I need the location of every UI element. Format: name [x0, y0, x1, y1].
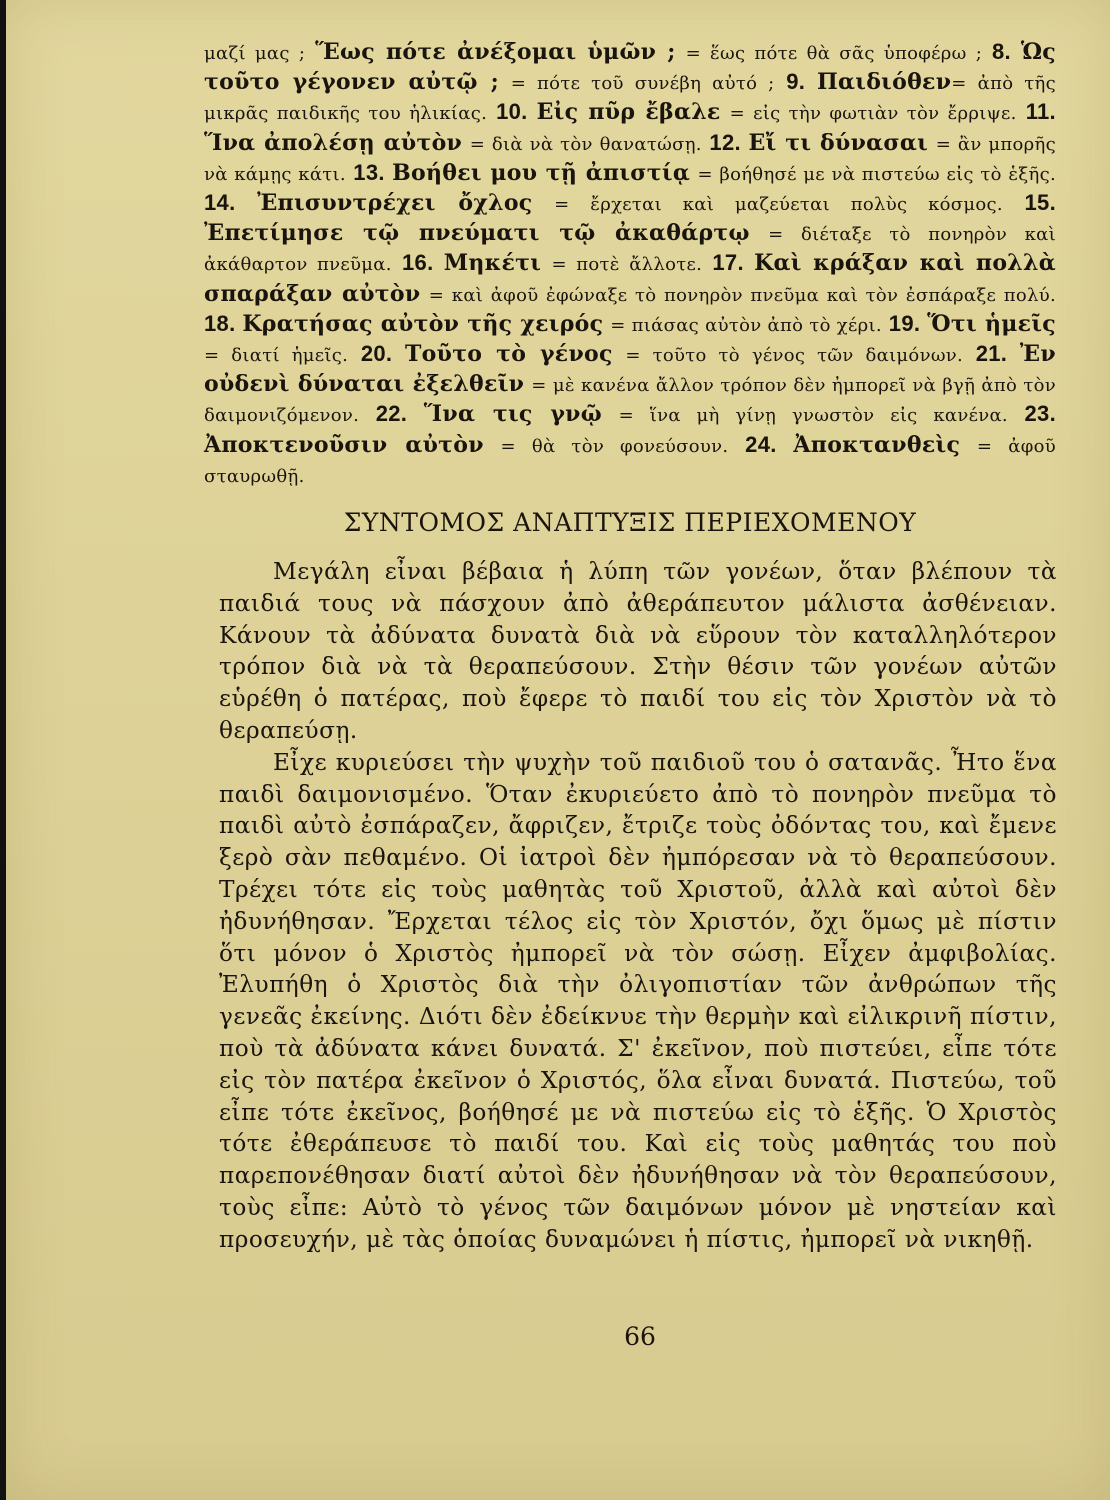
glossary-entry: 16. Μηκέτι = ποτὲ ἄλλοτε. [402, 250, 703, 277]
glossary-entry: 11. Ἵνα ἀπολέσῃ αὐτὸν = διὰ νὰ τὸν θανατώσῃ. [204, 99, 1056, 156]
paragraph: Μεγάλη εἶναι βέβαια ἡ λύπη τῶν γονέων, ὅταν βλέπουν τὰ παιδιά τους νὰ πάσχουν ἀπὸ ἀθεράπευτον μάλιστα ἀσθένειαν. Κάνουν τὰ ἀδύνατα δυνατὰ διὰ νὰ εὕρουν τὸν καταλληλότερον τρόπον διὰ νὰ τὰ θεραπεύσουν. Στὴν θέσιν τῶν γονέων αὐτῶν εὑρέθη ὁ πατέρας, ποὺ ἔφερε τὸ παιδί του εἰς τὸν Χριστὸν νὰ τὸ θεραπεύσῃ. [219, 558, 1057, 744]
body-text [219, 556, 1057, 1256]
glossary-entry: 10. Εἰς πῦρ ἔβαλε = εἰς τὴν φωτιὰν τὸν ἔρριψε. [496, 99, 1017, 126]
section-heading: ΣΥΝΤΟΜΟΣ ΑΝΑΠΤΥΞΙΣ ΠΕΡΙΕΧΟΜΕΝΟΥ [343, 508, 917, 537]
glossary-entry: 13. Βοήθει μου τῇ ἀπιστίᾳ = βοήθησέ με νὰ πιστεύω εἰς τὸ ἑξῆς. [353, 159, 1056, 186]
glossary-entry: 18. Κρατήσας αὐτὸν τῆς χειρός = πιάσας αὐτὸν ἀπὸ τὸ χέρι. [204, 310, 882, 337]
glossary-entry: 20. Τοῦτο τὸ γένος = τοῦτο τὸ γένος τῶν δαιμόνων. [360, 341, 964, 368]
glossary-entry: 9. Παιδιόθεν= ἀπὸ τῆς μικρᾶς παιδικῆς του ἡλικίας. [204, 69, 1056, 125]
glossary-entry: Ἕως πότε ἀνέξομαι ὑμῶν ; = ἕως πότε θὰ σᾶς ὑποφέρω ; [315, 39, 983, 65]
glossary-entry: 22. Ἵνα τις γνῷ = ἵνα μὴ γίνῃ γνωστὸν εἰς κανένα. [375, 401, 1008, 428]
glossary-entry: 24. Ἀποκτανθεὶς = ἀφοῦ σταυρωθῇ. [204, 431, 1056, 487]
glossary-entry: 17. Καὶ κράξαν καὶ πολλὰ σπαράξαν αὐτὸν = καὶ ἀφοῦ ἐφώναξε τὸ πονηρὸν πνεῦμα καὶ τὸν ἐσπάραξε πολύ. [204, 250, 1056, 307]
book-page [6, 0, 1110, 1500]
page-number: 66 [624, 1322, 656, 1351]
glossary-entry: 15. Ἐπετίμησε τῷ πνεύματι τῷ ἀκαθάρτῳ = διέταξε τὸ πονηρὸν καὶ ἀκάθαρτον πνεῦμα. [204, 190, 1056, 276]
glossary-entry: 19. Ὅτι ἡμεῖς = διατί ἡμεῖς. [204, 310, 1056, 367]
glossary-entry: 14. Ἐπισυντρέχει ὄχλος = ἔρχεται καὶ μαζεύεται πολὺς κόσμος. [204, 190, 1003, 217]
glossary-entry: μαζί μας ; [204, 43, 306, 64]
paragraph: Εἶχε κυριεύσει τὴν ψυχὴν τοῦ παιδιοῦ του ὁ σατανᾶς. Ἦτο ἕνα παιδὶ δαιμονισμένο. Ὅταν ἐκυριεύετο ἀπὸ τὸ πονηρὸν πνεῦμα τὸ παιδὶ αὐτὸ ἐσπάραζεν, ἄφριζεν, ἔτριζε τοὺς ὀδόντας του, καὶ ἔμενε ξερὸ σὰν πεθαμένο. Οἱ ἰατροὶ δὲν ἠμπόρεσαν νὰ τὸ θεραπεύσουν. Τρέχει τότε εἰς τοὺς μαθητὰς τοῦ Χριστοῦ, ἀλλὰ καὶ αὐτοὶ δὲν ἠδυνήθησαν. Ἔρχεται τέλος εἰς τὸν Χριστόν, ὄχι ὅμως μὲ πίστιν ὅτι μόνον ὁ Χριστὸς ἠμπορεῖ νὰ τὸν σώσῃ. Εἶχεν ἀμφιβολίας. Ἐλυπήθη ὁ Χριστὸς διὰ τὴν ὀλιγοπιστίαν τῶν ἀνθρώπων τῆς γενεᾶς ἐκείνης. Διότι δὲν ἐδείκνυε τὴν θερμὴν καὶ εἰλικρινῆ πίστιν, ποὺ τὰ ἀδύνατα κάνει δυνατά. Σ' ἐκεῖνον, ποὺ πιστεύει, εἶπε τότε εἰς τὸν πατέρα ἐκεῖνον ὁ Χριστός, ὅλα εἶναι δυνατά. Πιστεύω, τοῦ εἶπε τότε ἐκεῖνος, βοήθησέ με νὰ πιστεύω εἰς τὸ ἑξῆς. Ὁ Χριστὸς τότε ἐθεράπευσε τὸ παιδί του. Καὶ εἰς τοὺς μαθητάς του ποὺ παρεπονέθησαν διατί αὐτοὶ δὲν ἠδυνήθησαν νὰ τὸν θεραπεύσουν, τοὺς εἶπε: Αὐτὸ τὸ γένος τῶν δαιμόνων μόνον μὲ νηστείαν καὶ προσευχήν, μὲ τὰς ὁποίας δυναμώνει ἡ πίστις, ἠμπορεῖ νὰ νικηθῇ. [219, 748, 1057, 1253]
glossary-entry: 12. Εἴ τι δύνασαι = ἂν μπορῆς νὰ κάμῃς κάτι. [204, 129, 1056, 185]
glossary-entry: 23. Ἀποκτενοῦσιν αὐτὸν = θὰ τὸν φονεύσουν. [204, 401, 1056, 458]
glossary-entry: 21. Ἐν οὐδενὶ δύναται ἐξελθεῖν = μὲ κανένα ἄλλον τρόπον δὲν ἠμπορεῖ νὰ βγῇ ἀπὸ τὸν δαιμονιζόμενον. [204, 341, 1056, 427]
glossary-entry: 8. Ὡς τοῦτο γέγονεν αὐτῷ ; = πότε τοῦ συνέβη αὐτό ; [204, 39, 1057, 96]
glossary-block [204, 38, 1056, 491]
